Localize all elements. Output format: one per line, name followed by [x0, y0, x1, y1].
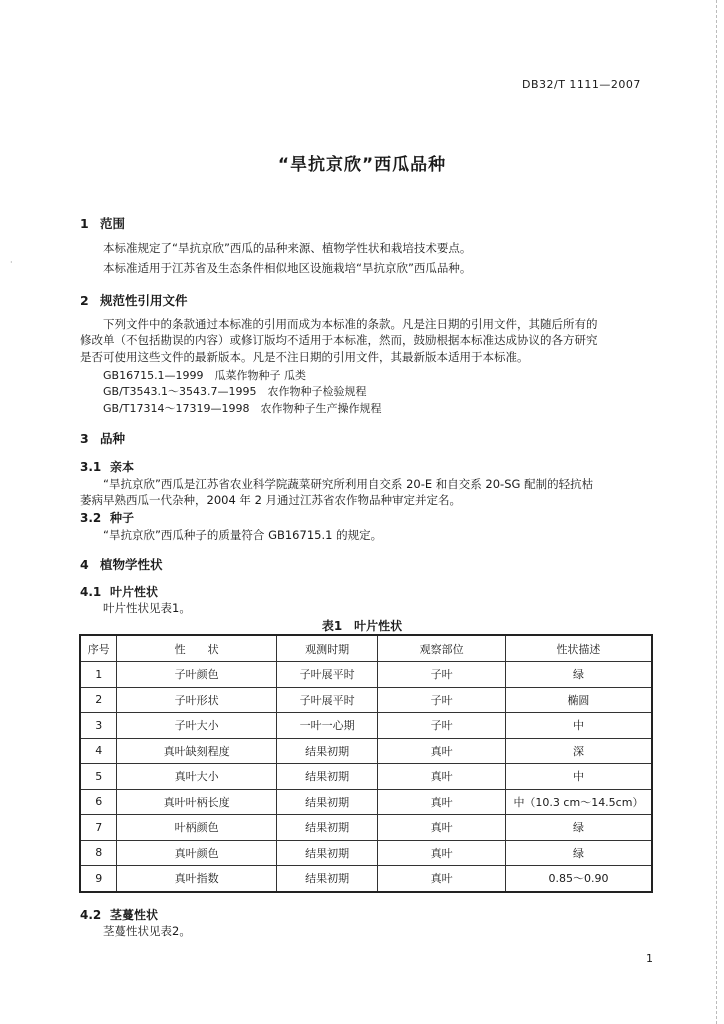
section-number: 1: [80, 216, 89, 231]
section-title: 茎蔓性状: [110, 908, 159, 922]
section-3-2-paragraph: “旱抗京欣”西瓜种子的质量符合 GB16715.1 的规定。: [103, 528, 383, 542]
section-title: 规范性引用文件: [100, 293, 188, 308]
table-cell: 中: [505, 713, 652, 739]
table-cell: 真叶叶柄长度: [117, 789, 276, 815]
table-cell: 绿: [505, 662, 652, 688]
column-header-observation-period: 观测时期: [276, 635, 378, 662]
document-title: “旱抗京欣”西瓜品种: [277, 155, 447, 175]
table-cell: 真叶: [378, 789, 505, 815]
table-row: [80, 866, 652, 892]
table-cell: 结果初期: [276, 815, 378, 841]
table-cell: 子叶: [378, 662, 505, 688]
reference-item: GB/T3543.1～3543.7—1995 农作物种子检验规程: [103, 385, 367, 398]
table-cell: 一叶一心期: [276, 713, 378, 739]
table-cell: 结果初期: [276, 866, 378, 892]
table-cell: 2: [80, 687, 117, 713]
section-number: 4.1: [80, 585, 102, 599]
table-cell: 中: [505, 764, 652, 790]
table-cell: 真叶: [378, 840, 505, 866]
table-cell: 叶柄颜色: [117, 815, 276, 841]
leaf-traits-table: [79, 634, 653, 893]
section-4-1-heading: [80, 583, 158, 600]
table-row: [80, 662, 652, 688]
section-title: 亲本: [110, 460, 135, 474]
section-2-heading: [80, 291, 188, 309]
table-cell: 6: [80, 789, 117, 815]
table-cell: 子叶展平时: [276, 687, 378, 713]
table-cell: 7: [80, 815, 117, 841]
section-number: 2: [80, 293, 89, 308]
section-number: 4: [80, 557, 89, 572]
reference-item: GB/T17314～17319—1998 农作物种子生产操作规程: [103, 402, 382, 415]
section-3-heading: [80, 429, 125, 447]
table-cell: 子叶: [378, 687, 505, 713]
section-2-paragraph-line-1: 下列文件中的条款通过本标准的引用而成为本标准的条款。凡是注日期的引用文件，其随后所有的: [103, 317, 598, 331]
table-cell: 真叶缺刻程度: [117, 738, 276, 764]
table-cell: 子叶形状: [117, 687, 276, 713]
section-title: 叶片性状: [110, 585, 159, 599]
section-3-1-paragraph-line-1: “旱抗京欣”西瓜是江苏省农业科学院蔬菜研究所利用自交系 20-E 和自交系 20-SG 配制的轻抗枯: [103, 477, 594, 491]
section-3-1-heading: [80, 458, 134, 475]
table-cell: 真叶: [378, 738, 505, 764]
table-cell: 真叶颜色: [117, 840, 276, 866]
section-number: 4.2: [80, 908, 102, 922]
table-cell: 中（10.3 cm～14.5cm）: [505, 789, 652, 815]
section-title: 植物学性状: [100, 557, 163, 572]
table-row: [80, 840, 652, 866]
table-cell: 绿: [505, 840, 652, 866]
standard-code: DB32/T 1111—2007: [522, 78, 641, 91]
section-2-paragraph-line-3: 是否可使用这些文件的最新版本。凡是不注日期的引用文件，其最新版本适用于本标准。: [80, 350, 529, 364]
table-cell: 真叶大小: [117, 764, 276, 790]
table-cell: 0.85～0.90: [505, 866, 652, 892]
section-4-2-paragraph: 茎蔓性状见表2。: [103, 924, 191, 938]
table-cell: 椭圆: [505, 687, 652, 713]
table-cell: 1: [80, 662, 117, 688]
table-cell: 3: [80, 713, 117, 739]
column-header-trait: 性 状: [117, 635, 276, 662]
section-4-1-paragraph: 叶片性状见表1。: [103, 601, 191, 615]
table-cell: 真叶: [378, 815, 505, 841]
table-row: [80, 738, 652, 764]
table-cell: 子叶颜色: [117, 662, 276, 688]
table-cell: 真叶: [378, 764, 505, 790]
table-row: [80, 789, 652, 815]
table-row: [80, 815, 652, 841]
section-1-paragraph-2: 本标准适用于江苏省及生态条件相似地区设施栽培“旱抗京欣”西瓜品种。: [103, 261, 472, 275]
column-header-trait-description: 性状描述: [505, 635, 652, 662]
table-row: [80, 687, 652, 713]
section-4-heading: [80, 555, 163, 573]
column-header-index: 序号: [80, 635, 117, 662]
section-2-paragraph-line-2: 修改单（不包括勘误的内容）或修订版均不适用于本标准，然而，鼓励根据本标准达成协议的各方研究: [80, 333, 598, 347]
table-cell: 9: [80, 866, 117, 892]
section-number: 3.1: [80, 460, 102, 474]
table-cell: 子叶展平时: [276, 662, 378, 688]
section-title: 品种: [100, 431, 126, 446]
table-cell: 真叶指数: [117, 866, 276, 892]
table-cell: 8: [80, 840, 117, 866]
margin-mark: ·: [10, 258, 13, 267]
table-caption: 表1 叶片性状: [321, 619, 403, 633]
table-cell: 5: [80, 764, 117, 790]
section-number: 3.2: [80, 511, 102, 525]
table-cell: 真叶: [378, 866, 505, 892]
table-cell: 结果初期: [276, 840, 378, 866]
section-title: 范围: [100, 216, 126, 231]
section-1-heading: [80, 214, 125, 232]
section-3-1-paragraph-line-2: 萎病早熟西瓜一代杂种，2004 年 2 月通过江苏省农作物品种审定并定名。: [80, 493, 462, 507]
section-1-paragraph-1: 本标准规定了“旱抗京欣”西瓜的品种来源、植物学性状和栽培技术要点。: [103, 241, 472, 255]
section-number: 3: [80, 431, 89, 446]
table-cell: 4: [80, 738, 117, 764]
page-number: 1: [646, 952, 653, 965]
table-cell: 子叶大小: [117, 713, 276, 739]
table-row: [80, 713, 652, 739]
section-3-2-heading: [80, 509, 134, 526]
table-cell: 结果初期: [276, 764, 378, 790]
table-cell: 子叶: [378, 713, 505, 739]
table-header-row: [80, 635, 652, 662]
table-cell: 绿: [505, 815, 652, 841]
table-cell: 深: [505, 738, 652, 764]
section-4-2-heading: [80, 906, 158, 923]
table-row: [80, 764, 652, 790]
table-cell: 结果初期: [276, 789, 378, 815]
section-title: 种子: [110, 511, 135, 525]
column-header-observation-part: 观察部位: [378, 635, 505, 662]
reference-item: GB16715.1—1999 瓜菜作物种子 瓜类: [103, 369, 307, 382]
table-cell: 结果初期: [276, 738, 378, 764]
